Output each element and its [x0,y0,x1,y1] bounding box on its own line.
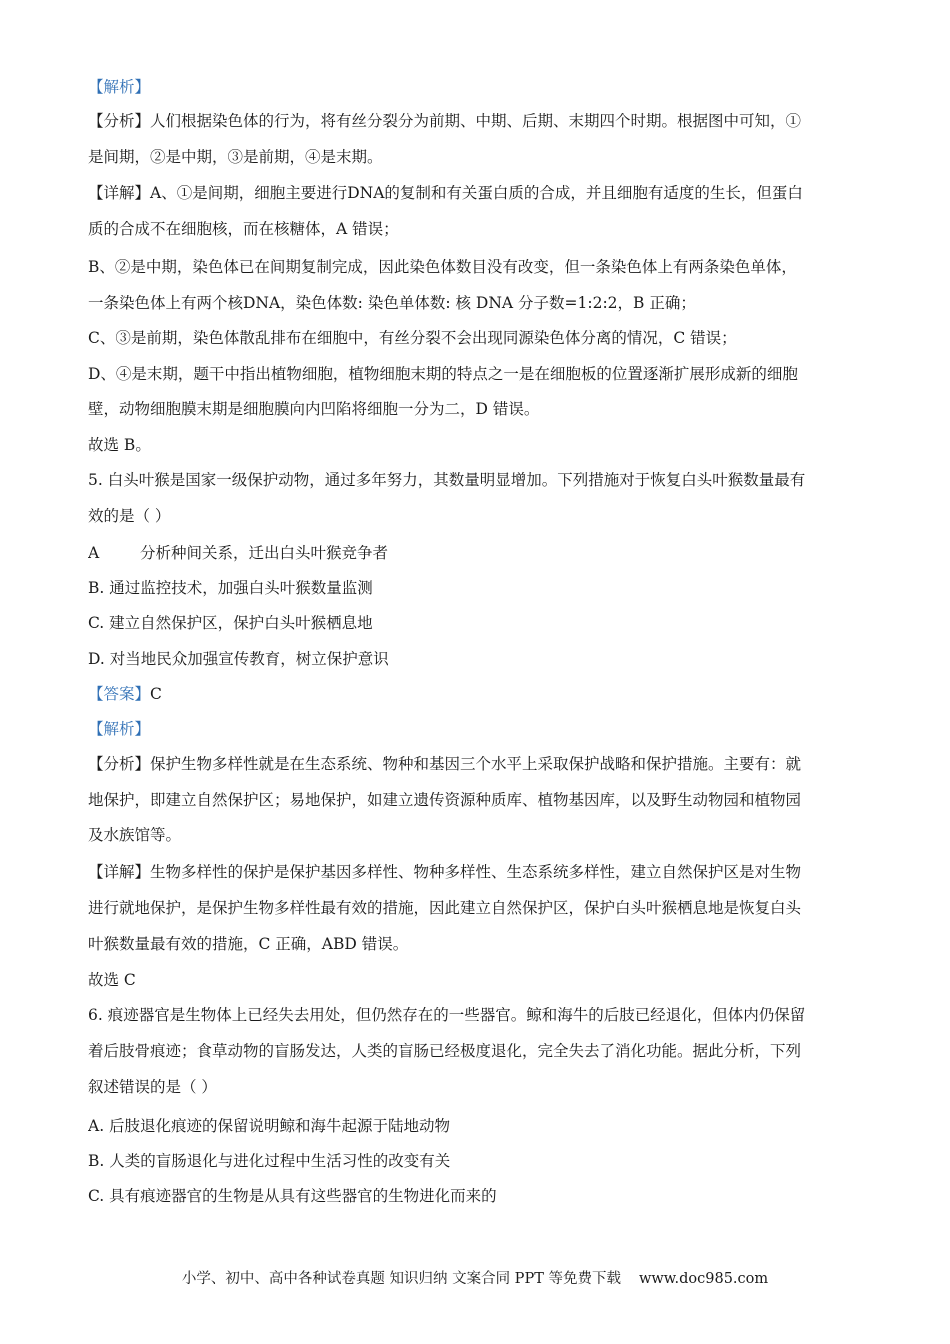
q6-stem-line-3: 叙述错误的是（ ） [88,1078,217,1096]
q4-analysis-line-2: 是间期，②是中期，③是前期，④是末期。 [88,148,383,166]
q5-option-a [88,542,863,564]
q4-analysis-line-1 [88,110,863,132]
q6-option-c: C. 具有痕迹器官的生物是从具有这些器官的生物进化而来的 [88,1187,497,1205]
q5-option-d: D. 对当地民众加强宣传教育，树立保护意识 [88,650,389,668]
q5-analysis-line-2: 地保护，即建立自然保护区；易地保护，如建立遗传资源种质库、植物基因库，以及野生动物园和植物园 [88,791,802,809]
answer-label: 【答案】 [88,685,151,703]
q4-detail-a-line-1 [88,182,863,204]
q4-detail-a-line-2: 质的合成不在细胞核，而在核糖体，A 错误； [88,220,399,238]
q6-option-a: A. 后肢退化痕迹的保留说明鲸和海牛起源于陆地动物 [88,1117,451,1135]
q4-detail-d-line-1: D、④是末期，题干中指出植物细胞，植物细胞末期的特点之一是在细胞板的位置逐渐扩展形成新的细胞 [88,365,798,383]
q4-detail-b-line-2: 一条染色体上有两个核DNA，染色体数: 染色单体数: 核 DNA 分子数=1:2:2，B 正确； [88,294,696,312]
footer-text: 小学、初中、高中各种试卷真题 知识归纳 文案合同 PPT 等免费下载 [181,1271,621,1287]
q5-detail-line-3: 叶猴数量最有效的措施，C 正确，ABD 错误。 [88,935,409,953]
q5-answer [88,683,863,705]
footer-url-link[interactable]: www.doc985.com [638,1271,769,1287]
q5-detail-line-1 [88,861,863,883]
q4-detail-b-line-1: B、②是中期，染色体已在间期复制完成，因此染色体数目没有改变，但一条染色体上有两条染色单体， [88,258,797,276]
detail-label: 【详解】 [88,863,151,881]
analysis-text: 保护生物多样性就是在生态系统、物种和基因三个水平上采取保护战略和保护措施。主要有：就 [150,755,802,773]
analysis-text: 人们根据染色体的行为，将有丝分裂分为前期、中期、后期、末期四个时期。根据图中可知，① [150,112,802,130]
q5-detail-line-2: 进行就地保护，是保护生物多样性最有效的措施，因此建立自然保护区，保护白头叶猴栖息地是恢复白头 [88,899,802,917]
q5-stem-line-1: 5. 白头叶猴是国家一级保护动物，通过多年努力，其数量明显增加。下列措施对于恢复白头叶猴数量最有 [88,471,806,489]
q5-jiexi-heading: 【解析】 [88,720,151,738]
page-footer [0,1268,950,1290]
q6-option-b: B. 人类的盲肠退化与进化过程中生活习性的改变有关 [88,1152,451,1170]
q6-stem-line-1: 6. 痕迹器官是生物体上已经失去用处，但仍然存在的一些器官。鲸和海牛的后肢已经退化，但体内仍保留 [88,1006,806,1024]
option-a-letter: A [88,544,100,562]
q5-conclusion: 故选 C [88,971,136,989]
q4-detail-c: C、③是前期，染色体散乱排布在细胞中，有丝分裂不会出现同源染色体分离的情况，C 错误； [88,329,737,347]
q6-stem-line-2: 着后肢骨痕迹；食草动物的盲肠发达，人类的盲肠已经极度退化，完全失去了消化功能。据此分析，下列 [88,1042,802,1060]
detail-text: A、①是间期，细胞主要进行DNA的复制和有关蛋白质的合成，并且细胞有适度的生长，但蛋白 [150,184,803,202]
q5-option-c: C. 建立自然保护区，保护白头叶猴栖息地 [88,614,373,632]
q4-detail-d-line-2: 壁，动物细胞膜末期是细胞膜向内凹陷将细胞一分为二，D 错误。 [88,400,540,418]
analysis-label: 【分析】 [88,755,151,773]
q5-option-b: B. 通过监控技术，加强白头叶猴数量监测 [88,579,373,597]
option-a-text: 分析种间关系，迁出白头叶猴竞争者 [140,544,389,562]
detail-label: 【详解】 [88,184,151,202]
detail-text: 生物多样性的保护是保护基因多样性、物种多样性、生态系统多样性，建立自然保护区是对生物 [150,863,802,881]
analysis-label: 【分析】 [88,112,151,130]
q5-stem-line-2: 效的是（ ） [88,507,171,525]
jiexi-heading: 【解析】 [88,78,151,96]
q5-analysis-line-1 [88,753,863,775]
q5-analysis-line-3: 及水族馆等。 [88,826,182,844]
q4-conclusion: 故选 B。 [88,436,151,454]
answer-value: C [150,685,162,703]
